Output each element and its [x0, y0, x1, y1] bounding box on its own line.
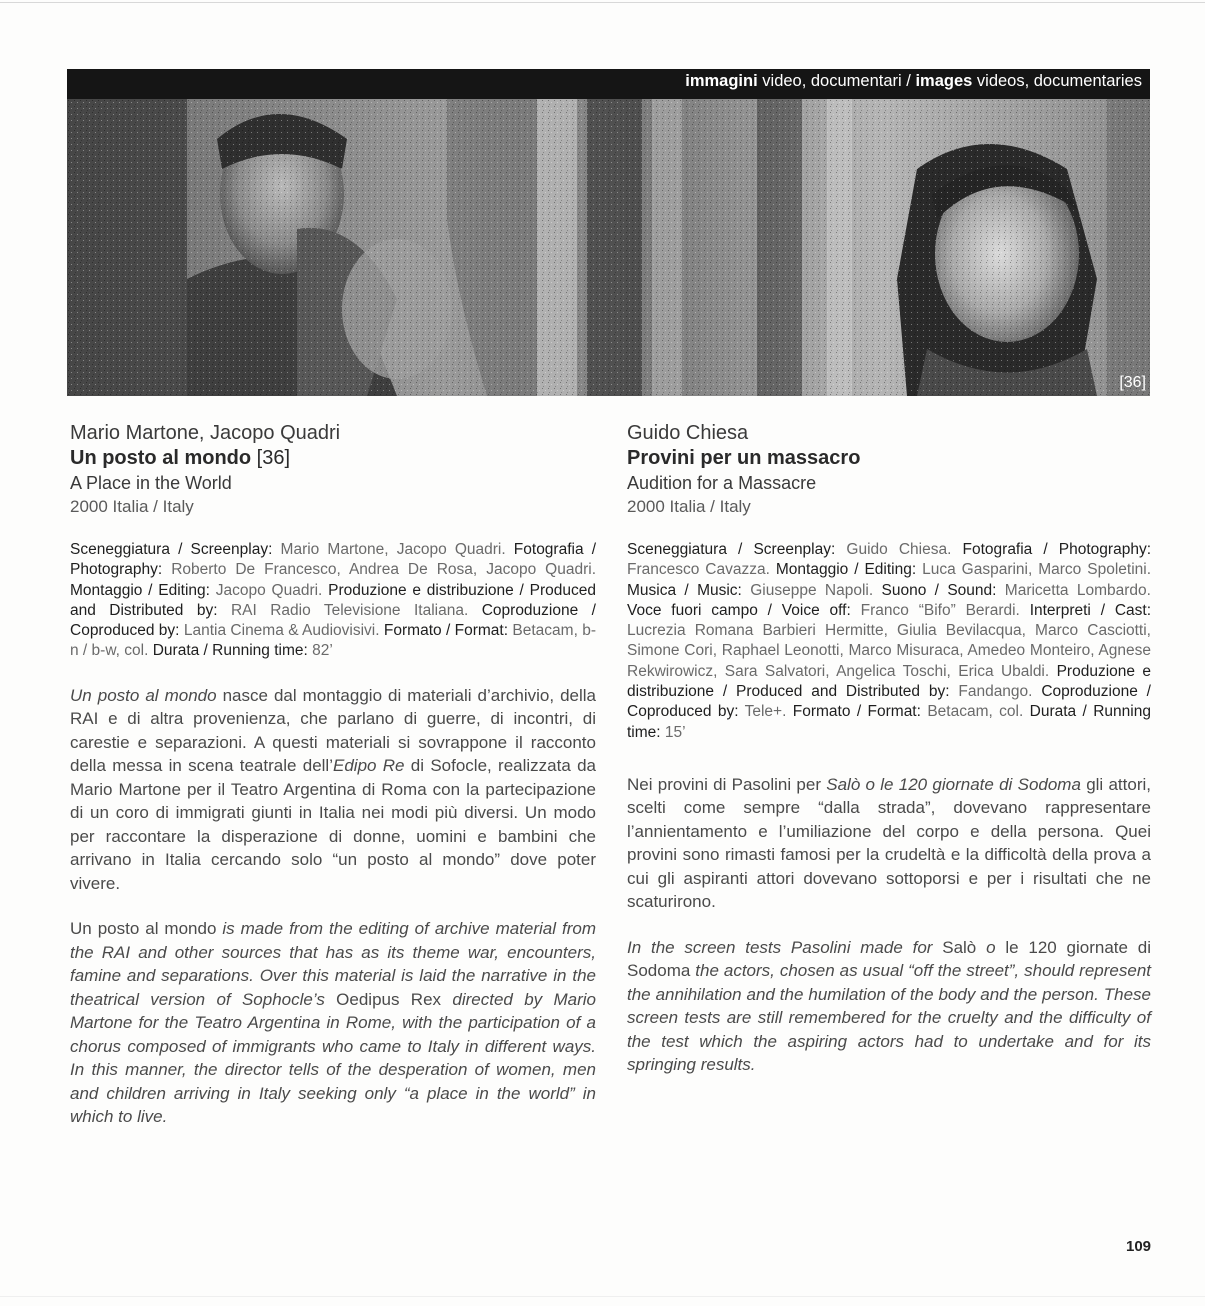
- banner-caption-bar: [67, 69, 1150, 99]
- synopsis-italian: Un posto al mondo nasce dal montaggio di materiali d’archivio, della RAI e di altra provenienza, che parlano di guerre, di incontri, di carestie e separazioni. A questi materiali si sovrappone il racconto della messa in scena teatrale dell’Edipo Re di Sofocle, realizzata da Mario Martone per il Teatro Argentina di Roma con la partecipazione di un coro di immigrati giunti in Italia nei modi più diversi. Un modo per raccontare la disperazione di donne, uomini e bambini che arrivano in Italia cercando solo “un posto al mondo” dove poter vivere.: [70, 685, 597, 893]
- synopsis-italian: Nei provini di Pasolini per Salò o le 120 giornate di Sodoma gli attori, scelti come sempre “dalla strada”, dovevano rappresentare l’annientamento e l’umiliazione del corpo e della persona. Quei provini sono rimasti famosi per la crudeltà e la difficoltà della prova a cui gli aspiranti attori dovevano sottoporsi e per i risultati che ne scaturirono.: [627, 774, 1151, 912]
- film-title-english: A Place in the World: [70, 473, 232, 493]
- film-entry-left: [70, 421, 596, 1129]
- director-name: Guido Chiesa: [627, 422, 749, 444]
- bottom-edge: [0, 1296, 1205, 1297]
- image-number: [36]: [1119, 374, 1146, 391]
- film-title: Provini per un massacro: [627, 447, 861, 469]
- section-caption: immagini video, documentari / images videos, documentaries: [685, 72, 1142, 90]
- top-rule: [0, 2, 1205, 3]
- synopsis-english: Un posto al mondo is made from the editing of archive material from the RAI and other sources that has as its theme war, encounters, famine and separations. Over this material is laid the narrative in the theatrical version of Sophocle’s Oedipus Rex directed by Mario Martone for the Teatro Argentina in Rome, with the participation of a chorus composed of immigrants who came to Italy in different ways. In this manner, the director tells of the desperation of women, men and children arriving in Italy seeking only “a place in the world” in which to live.: [70, 919, 596, 1127]
- page-number: 109: [1126, 1238, 1152, 1255]
- director-name: Mario Martone, Jacopo Quadri: [70, 422, 341, 444]
- film-credits: Sceneggiatura / Screenplay: Mario Martone, Jacopo Quadri. Fotografia / Photography: Roberto De Francesco, Andrea De Rosa, Jacopo Quadri. Montaggio / Editing: Jacopo Quadri. Produzione e distribuzione / Produced and Distributed by: RAI Radio Televisione Italiana. Coproduzione / Coproduced by: Lantia Cinema & Audiovisivi. Formato / Format: Betacam, b-n / b-w, col. Durata / Running time: 82’: [70, 541, 597, 660]
- film-title: Un posto al mondo [36]: [70, 447, 291, 469]
- film-year-country: 2000 Italia / Italy: [70, 497, 194, 516]
- film-still-banner: [67, 69, 1150, 396]
- film-still-photo: [67, 99, 1150, 396]
- film-title-english: Audition for a Massacre: [627, 473, 817, 493]
- film-year-country: 2000 Italia / Italy: [627, 497, 751, 516]
- film-entry-right: [627, 421, 1151, 1077]
- film-credits: Sceneggiatura / Screenplay: Guido Chiesa. Fotografia / Photography: Francesco Cavazza. Montaggio / Editing: Luca Gasparini, Marco Spoletini. Musica / Music: Giuseppe Napoli. Suono / Sound: Maricetta Lombardo. Voce fuori campo / Voice off: Franco “Bifo” Berardi. Interpreti / Cast: Lucrezia Romana Barbieri Hermitte, Giulia Bevilacqua, Marco Casciotti, Simone Cori, Raphael Leonotti, Marco Misuraca, Amedeo Monteiro, Agnese Rekwirowicz, Sara Salvatori, Angelica Toschi, Erica Ubaldi. Produzione e distribuzione / Produced and Distributed by: Fandango. Coproduzione / Coproduced by: Tele+. Formato / Format: Betacam, col. Durata / Running time: 15’: [627, 541, 1152, 741]
- synopsis-english: In the screen tests Pasolini made for Salò o le 120 giornate di Sodoma the actors, chosen as usual “off the street”, should represent the annihilation and the humilation of the body and the person. These screen tests are still remembered for the cruelty and the difficulty of the test which the aspiring actors had to undertake and for its springing results.: [627, 937, 1151, 1075]
